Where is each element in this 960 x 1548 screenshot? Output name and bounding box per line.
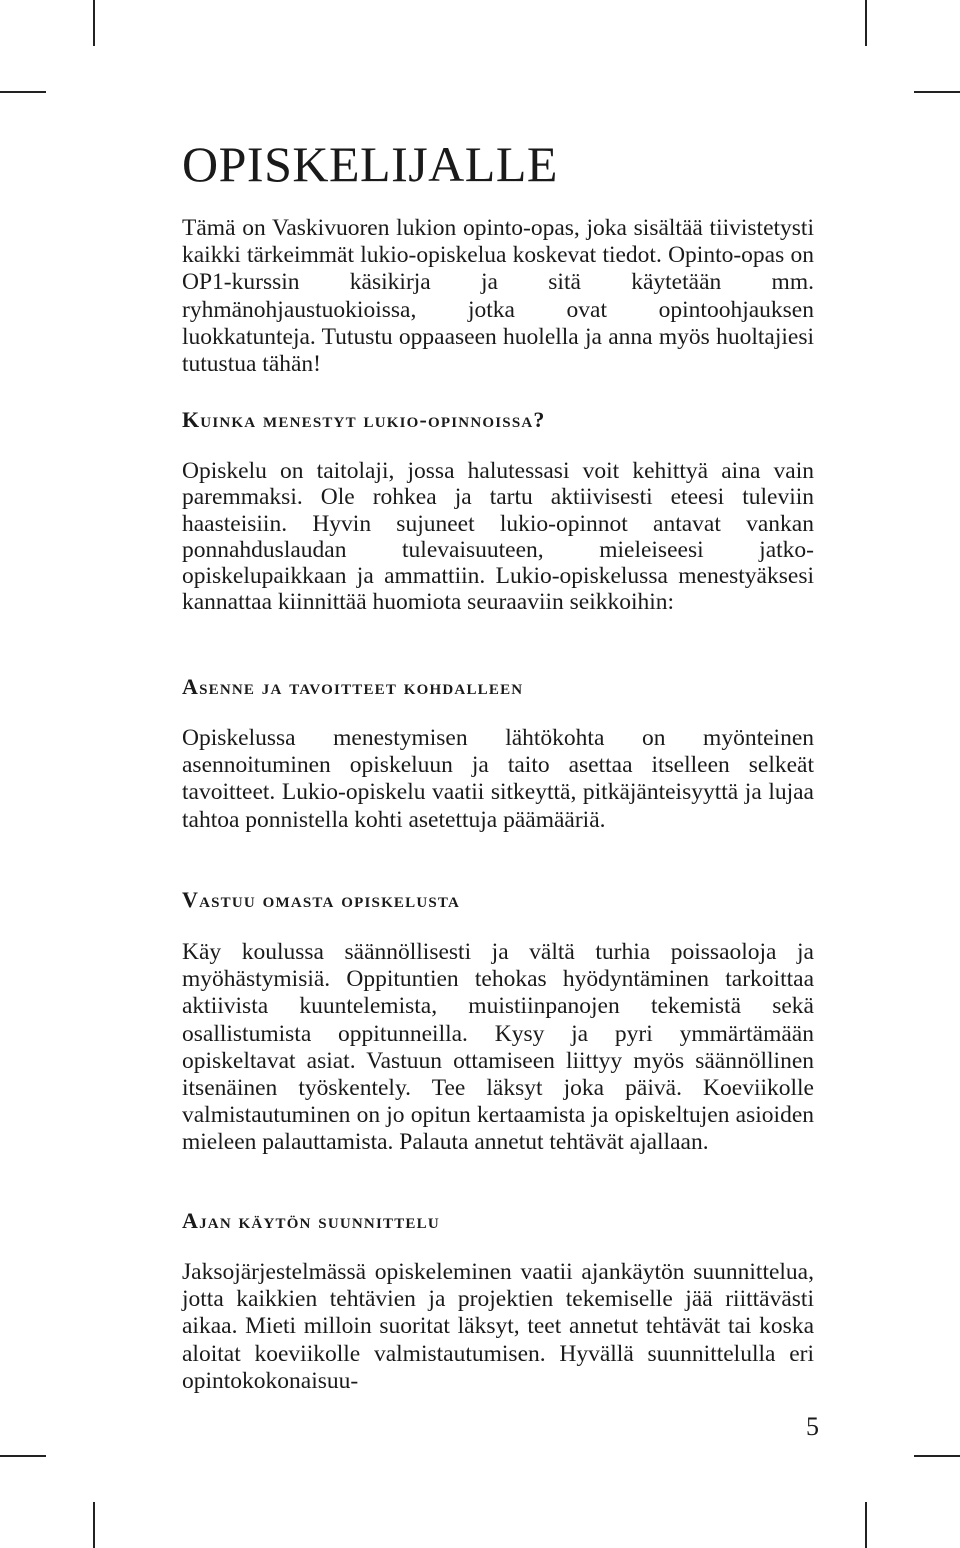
section-heading-time-planning: Ajan käytön suunnittelu: [182, 1208, 440, 1233]
crop-mark-bottom-right: [865, 1502, 867, 1548]
crop-mark-left-bottom: [0, 1455, 46, 1457]
section-text-responsibility: Käy koulussa säännöllisesti ja vältä turhia poissaoloja ja myöhästymisiä. Oppituntien tehokas hyödyntäminen tarkoittaa aktiivista kuuntelemista, muistiinpanojen tekemistä sekä osallistumista oppitunneilla. Kysy ja pyri ymmärtämään opiskeltavat asiat. Vastuun ottamiseen liittyy myös säännöllinen itsenäinen työskentely. Tee läksyt joka päivä. Koeviikolle valmistautuminen on jo opitun kertaamista ja opiskeltujen asioiden mieleen palauttamista. Palauta annetut tehtävät ajallaan.: [182, 939, 814, 1156]
section-heading-attitude: Asenne ja tavoitteet kohdalleen: [182, 674, 524, 699]
section-heading-success: Kuinka menestyt lukio-opinnoissa?: [182, 407, 546, 432]
intro-paragraph: Tämä on Vaskivuoren lukion opinto-opas, joka sisältää tiivistetysti kaikki tärkeimmät lukio-opiskelua koskevat tiedot. Opinto-opas on OP1-kurssin käsikirja ja sitä käytetään mm. ryhmänohjaustuokioissa, jotka ovat opintoohjauksen luokkatunteja. Tutustu oppaaseen huolella ja anna myös huoltajiesi tutustua tähän!: [182, 215, 814, 378]
crop-mark-right-top: [914, 91, 960, 93]
crop-mark-left-top: [0, 91, 46, 93]
crop-mark-top-right: [865, 0, 867, 46]
section-text-time-planning: Jaksojärjestelmässä opiskeleminen vaatii ajankäytön suunnittelua, jotta kaikkien tehtävien ja projektien tekemiselle jää riittävästi aikaa. Mieti milloin suoritat läksyt, teet annetut tehtävät tai koska aloitat koeviikolle valmistautumisen. Hyvällä suunnittelulla eri opintokokonaisuu-: [182, 1259, 814, 1394]
page-title: OPISKELIJALLE: [182, 136, 558, 192]
crop-mark-top-left: [93, 0, 95, 46]
section-heading-responsibility: Vastuu omasta opiskelusta: [182, 887, 461, 912]
crop-mark-bottom-left: [93, 1502, 95, 1548]
section-text-attitude: Opiskelussa menestymisen lähtökohta on myönteinen asennoituminen opiskeluun ja taito asettaa itselleen selkeät tavoitteet. Lukio-opiskelu vaatii sitkeyttä, pitkäjänteisyyttä ja lujaa tahtoa ponnistella kohti asetettuja päämääriä.: [182, 725, 814, 833]
page-number: 5: [806, 1412, 819, 1441]
crop-mark-right-bottom: [914, 1455, 960, 1457]
section-text-success: Opiskelu on taitolaji, jossa halutessasi voit kehittyä aina vain paremmaksi. Ole rohkea ja tartu aktiivisesti eteesi tuleviin haasteisiin. Hyvin sujuneet lukio-opinnot antavat vankan ponnahduslaudan tulevaisuuteen, mieleiseesi jatko-opiskelupaikkaan ja ammattiin. Lukio-opiskelussa menestyäksesi kannattaa kiinnittää huomiota seuraaviin seikkoihin:: [182, 458, 814, 616]
